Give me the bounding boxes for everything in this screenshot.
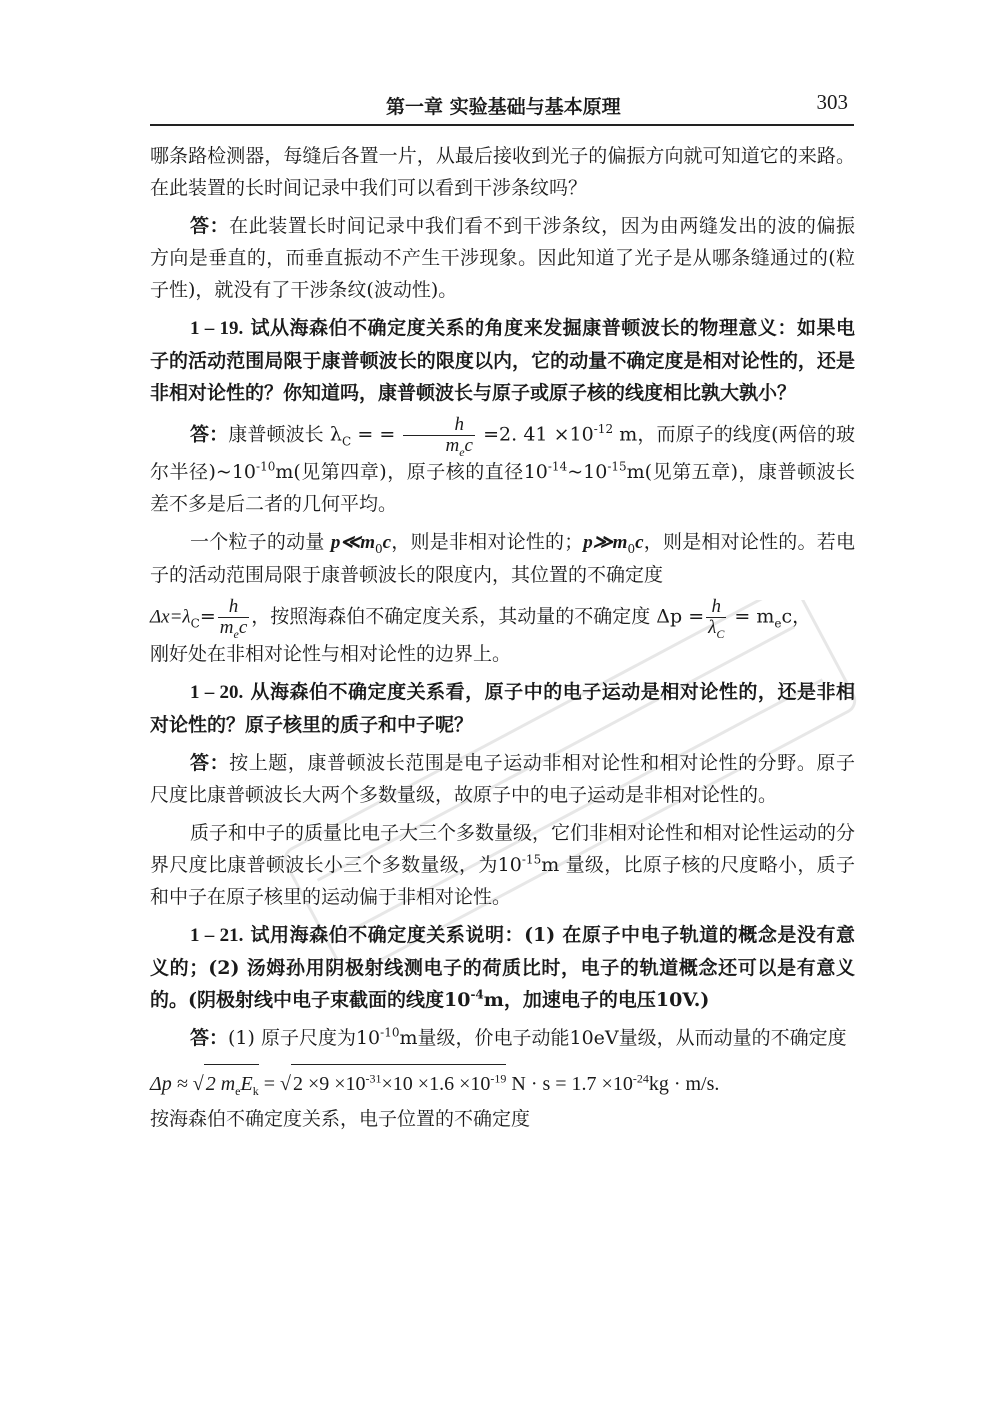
- answer-18: 答：在此装置长时间记录中我们看不到干涉条纹，因为由两缝发出的波的偏振方向是垂直的，而垂直振动不产生干涉现象。因此知道了光子是从哪条缝通过的(粒子性)，就没有了干涉条纹(波动性)。: [150, 215, 855, 301]
- paragraph-momentum: 一个粒子的动量 $p≪m_0c$，则是非相对论性的；$p≫m_0c$，则是相对论性的。若电子的活动范围局限于康普顿波长的限度内，其位置的不确定度: [150, 531, 855, 586]
- fraction-h-over-mec: $\frac{h}{m_ec}$: [403, 415, 475, 456]
- momentum-formula: Δp ≈ √ 2 $m_eE_k$ = √ $2 \times 9 \times 10^{-31}\times 10 \times 1.6 \times 10^{-19}$ $N \cdot s = 1.7 \times 10^{-24}kg \cdot m/s$.: [150, 1064, 855, 1103]
- answer-label: 答：: [190, 423, 229, 446]
- paragraph-last: 按海森伯不确定度关系，电子位置的不确定度: [150, 1108, 531, 1130]
- body-text: [150, 140, 855, 1135]
- paragraph-protons: 质子和中子的质量比电子大三个多数量级，它们非相对论性和相对论性运动的分界尺度比康普顿波长小三个多数量级，为$10^{-15}m$ 量级，比原子核的尺度略小，质子和中子在原子核里的运动偏于非相对论性。: [150, 822, 856, 908]
- fraction-h-over-mec: $\frac{h}{m_ec}$: [219, 596, 248, 641]
- fraction-h-over-lambda: $\frac{h}{\lambda_C}$: [708, 596, 725, 641]
- question-21: 1 – 21. 试用海森伯不确定度关系说明：(1) 在原子中电子轨道的概念是没有意义的；(2) 汤姆孙用阴极射线测电子的荷质比时，电子的轨道概念还可以是有意义的。(阴极射线中电子束截面的线度$10^{-4}m$，加速电子的电压10V.): [150, 924, 855, 1011]
- answer-21: 答：(1) 原子尺度为$10^{-10}m$量级，价电子动能10eV量级，从而动量的不确定度: [190, 1025, 847, 1049]
- answer-label: 答：: [190, 1027, 229, 1049]
- paragraph-boundary: 刚好处在非相对论性与相对论性的边界上。: [150, 643, 512, 665]
- question-20: 1 – 20. 从海森伯不确定度关系看，原子中的电子运动是相对论性的，还是非相对论性的？原子核里的质子和中子呢？: [150, 681, 855, 736]
- chapter-title: 第一章 实验基础与基本原理: [386, 96, 621, 118]
- question-19: 1 – 19. 试从海森伯不确定度关系的角度来发掘康普顿波长的物理意义：如果电子的活动范围局限于康普顿波长的限度以内，它的动量不确定度是相对论性的，还是非相对论性的？你知道吗，康普顿波长与原子或原子核的线度相比孰大孰小？: [150, 317, 855, 404]
- question-number: 1 – 19.: [190, 318, 244, 339]
- answer-label: 答：: [190, 752, 230, 774]
- page-number: 303: [816, 90, 848, 114]
- answer-20: 答：按上题，康普顿波长范围是电子运动非相对论性和相对论性的分野。原子尺度比康普顿波长大两个多数量级，故原子中的电子运动是非相对论性的。: [150, 752, 855, 806]
- paragraph-question-continuation: 哪条路检测器，每缝后各置一片，从最后接收到光子的偏振方向就可知道它的来路。在此装置的长时间记录中我们可以看到干涉条纹吗？: [150, 145, 855, 199]
- answer-label: 答：: [190, 215, 230, 237]
- question-number: 1 – 21.: [190, 925, 244, 946]
- answer-19: 答：康普顿波长 $\lambda_C$ = = $\frac{h}{m_ec}$ =2. $41 \times 10^{-12}$ m，而原子的线度(两倍的玻尔半径)$\sim 10^{-10}m$(见第四章)，原子核的直径$10^{-14}\sim 10^{-15}m$(见第五章)，康普顿波长差不多是后二者的几何平均。: [150, 414, 855, 515]
- paragraph-uncertainty: $\Delta x=\lambda_C=$ $\frac{h}{m_ec}$ ，按照海森伯不确定度关系，其动量的不确定度 Δp = $\frac{h}{\lambda_C}$ = $m_ec$，: [150, 596, 812, 641]
- running-header: [150, 84, 854, 126]
- question-number: 1 – 20.: [190, 682, 244, 703]
